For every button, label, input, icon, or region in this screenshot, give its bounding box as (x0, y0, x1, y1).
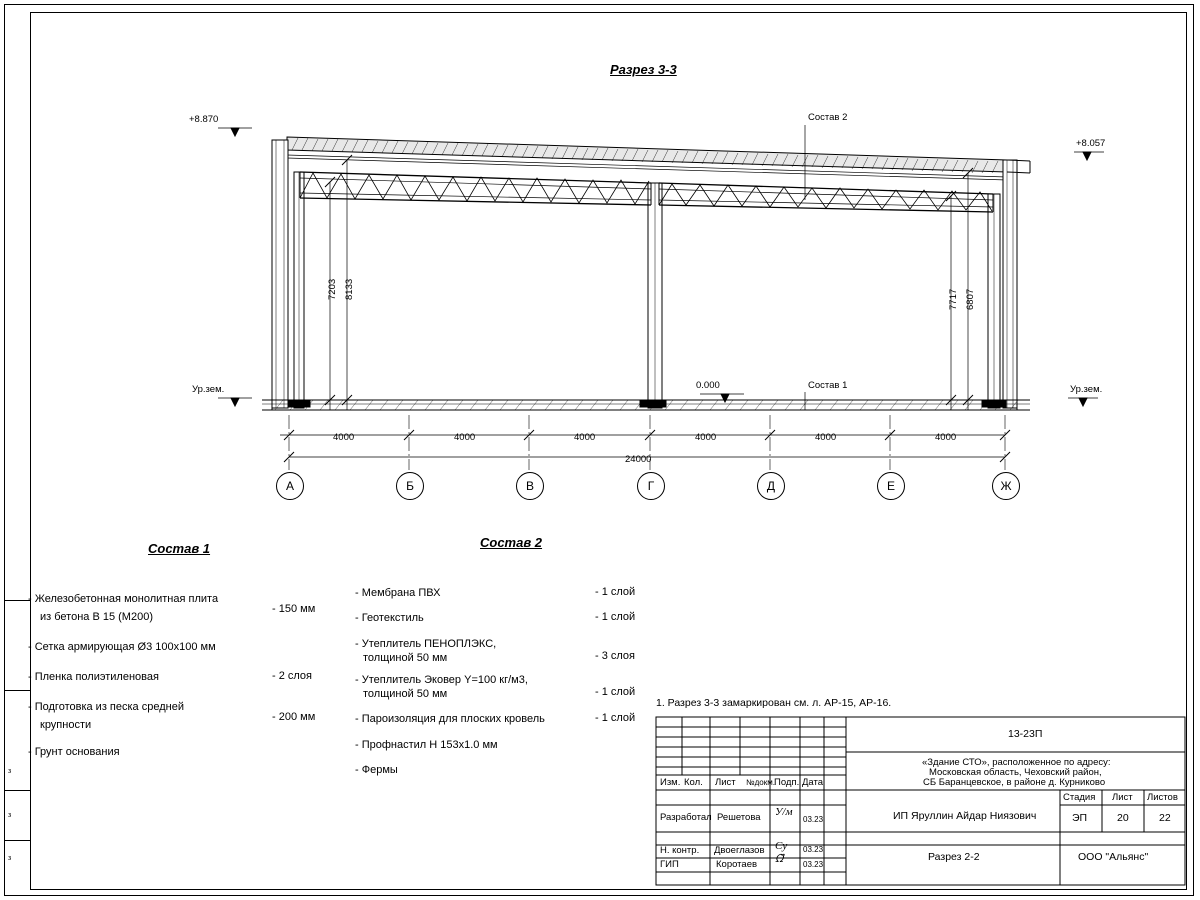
stamp-date-1: 03.23 (803, 815, 824, 824)
sostav1-amt-4: - 200 мм (272, 711, 316, 723)
stamp-header-izm: Изм. (660, 777, 681, 788)
sostav2-row-3b: толщиной 50 мм (363, 652, 448, 664)
span-dim-2: 4000 (454, 432, 476, 443)
sostav2-row-5: - Пароизоляция для плоских кровель (355, 713, 545, 725)
object-line-3: СБ Баранцевское, в районе д. Курниково (923, 777, 1106, 788)
stamp-name-2: Двоеглазов (714, 845, 765, 856)
stage-value: ЭП (1072, 812, 1088, 824)
general-note: 1. Разрез 3-3 замаркирован см. л. АР-15, АР-16. (656, 697, 892, 709)
sostav1-amt-1: - 150 мм (272, 603, 316, 615)
axis-bubble-v: В (516, 472, 544, 500)
sostav1-row-2: - Сетка армирующая Ø3 100х100 мм (28, 641, 216, 653)
stamp-header-data: Дата (802, 777, 824, 788)
stamp-header-listov: Листов (1147, 792, 1178, 803)
company: ООО "Альянс" (1078, 851, 1149, 863)
sostav2-amt-2: - 1 слой (595, 611, 636, 623)
stamp-header-list2: Лист (1112, 792, 1133, 803)
sheet-number: 20 (1117, 812, 1129, 824)
sostav1-row-5: - Грунт основания (28, 746, 120, 758)
sostav2-amt-5: - 1 слой (595, 712, 636, 724)
span-dim-5: 4000 (815, 432, 837, 443)
ground-level-left: Ур.зем. (192, 384, 225, 395)
sostav2-title: Состав 2 (480, 535, 543, 550)
stamp-header-stadia: Стадия (1063, 792, 1096, 803)
span-dim-3: 4000 (574, 432, 596, 443)
sostav2-row-7: - Фермы (355, 764, 398, 776)
sostav2-amt-1: - 1 слой (595, 586, 636, 598)
sostav2-amt-4: - 1 слой (595, 686, 636, 698)
sostav1-title: Состав 1 (148, 541, 211, 556)
sostav1-row-3: - Пленка полиэтиленовая (28, 671, 159, 683)
sheet-name: Разрез 2-2 (928, 851, 980, 863)
sostav2-row-6: - Профнастил Н 153х1.0 мм (355, 739, 498, 751)
axis-bubble-zh: Ж (992, 472, 1020, 500)
sheet-total: 22 (1159, 812, 1171, 824)
total-dim: 24000 (625, 454, 652, 465)
axis-bubble-b: Б (396, 472, 424, 500)
axis-bubble-g: Г (637, 472, 665, 500)
callout-sostav-1: Состав 1 (808, 380, 848, 391)
sostav1-row-1: - Железобетонная монолитная плита (28, 593, 219, 605)
customer: ИП Яруллин Айдар Ниязович (893, 810, 1037, 822)
margin-code-1: з (8, 768, 12, 775)
sostav2-row-2: - Геотекстиль (355, 612, 424, 624)
drawing-title: Разрез 3-3 (610, 62, 677, 77)
stamp-header-podp: Подп. (774, 777, 800, 788)
vdim-7203: 7203 (327, 278, 338, 300)
margin-code-2: з (8, 812, 12, 819)
sostav1-row-1b: из бетона В 15 (М200) (40, 611, 153, 623)
sostav2-row-4b: толщиной 50 мм (363, 688, 448, 700)
ground-level-right: Ур.зем. (1070, 384, 1103, 395)
stamp-header-list: Лист (715, 777, 736, 788)
stamp-signature-2: Cy (775, 840, 788, 852)
sostav1-row-4: - Подготовка из песка средней (28, 701, 184, 713)
sostav1-row-4b: крупности (40, 719, 92, 731)
vdim-8133: 8133 (344, 278, 355, 300)
stamp-header-kol: Кол. (684, 777, 703, 788)
stamp-signature-3: ᘯ᷈ (775, 853, 784, 865)
level-top-right: +8.057 (1076, 138, 1106, 149)
stamp-header-ndok: №докм. (746, 778, 775, 787)
axis-bubble-e: Е (877, 472, 905, 500)
stamp-role-1: Разработал (660, 812, 712, 823)
sostav1-amt-3: - 2 слоя (272, 670, 313, 682)
vdim-7717: 7717 (948, 288, 959, 310)
object-line-2: Московская область, Чеховский район, (929, 767, 1102, 778)
span-dim-1: 4000 (333, 432, 355, 443)
span-dim-6: 4000 (935, 432, 957, 443)
stamp-role-2: Н. контр. (660, 845, 700, 856)
level-zero: 0.000 (696, 380, 720, 391)
vdim-6807: 6807 (965, 288, 976, 310)
object-line-1: «Здание СТО», расположенное по адресу: (922, 757, 1111, 768)
stamp-signature-1: У/м (775, 806, 793, 818)
axis-bubble-d: Д (757, 472, 785, 500)
project-code: 13-23П (1008, 728, 1043, 740)
level-top-left: +8.870 (189, 114, 219, 125)
stamp-date-3: 03.23 (803, 860, 824, 869)
margin-code-3: з (8, 855, 12, 862)
sostav2-row-1: - Мембрана ПВХ (355, 587, 441, 599)
stamp-name-1: Решетова (717, 812, 761, 823)
axis-bubble-a: А (276, 472, 304, 500)
sostav2-row-3: - Утеплитель ПЕНОПЛЭКС, (355, 638, 497, 650)
stamp-date-2: 03.23 (803, 845, 824, 854)
stamp-name-3: Коротаев (716, 859, 758, 870)
stamp-role-3: ГИП (660, 859, 679, 870)
span-dim-4: 4000 (695, 432, 717, 443)
sostav2-row-4: - Утеплитель Эковер Y=100 кг/м3, (355, 674, 528, 686)
sostav2-amt-3: - 3 слоя (595, 650, 636, 662)
callout-sostav-2: Состав 2 (808, 112, 848, 123)
